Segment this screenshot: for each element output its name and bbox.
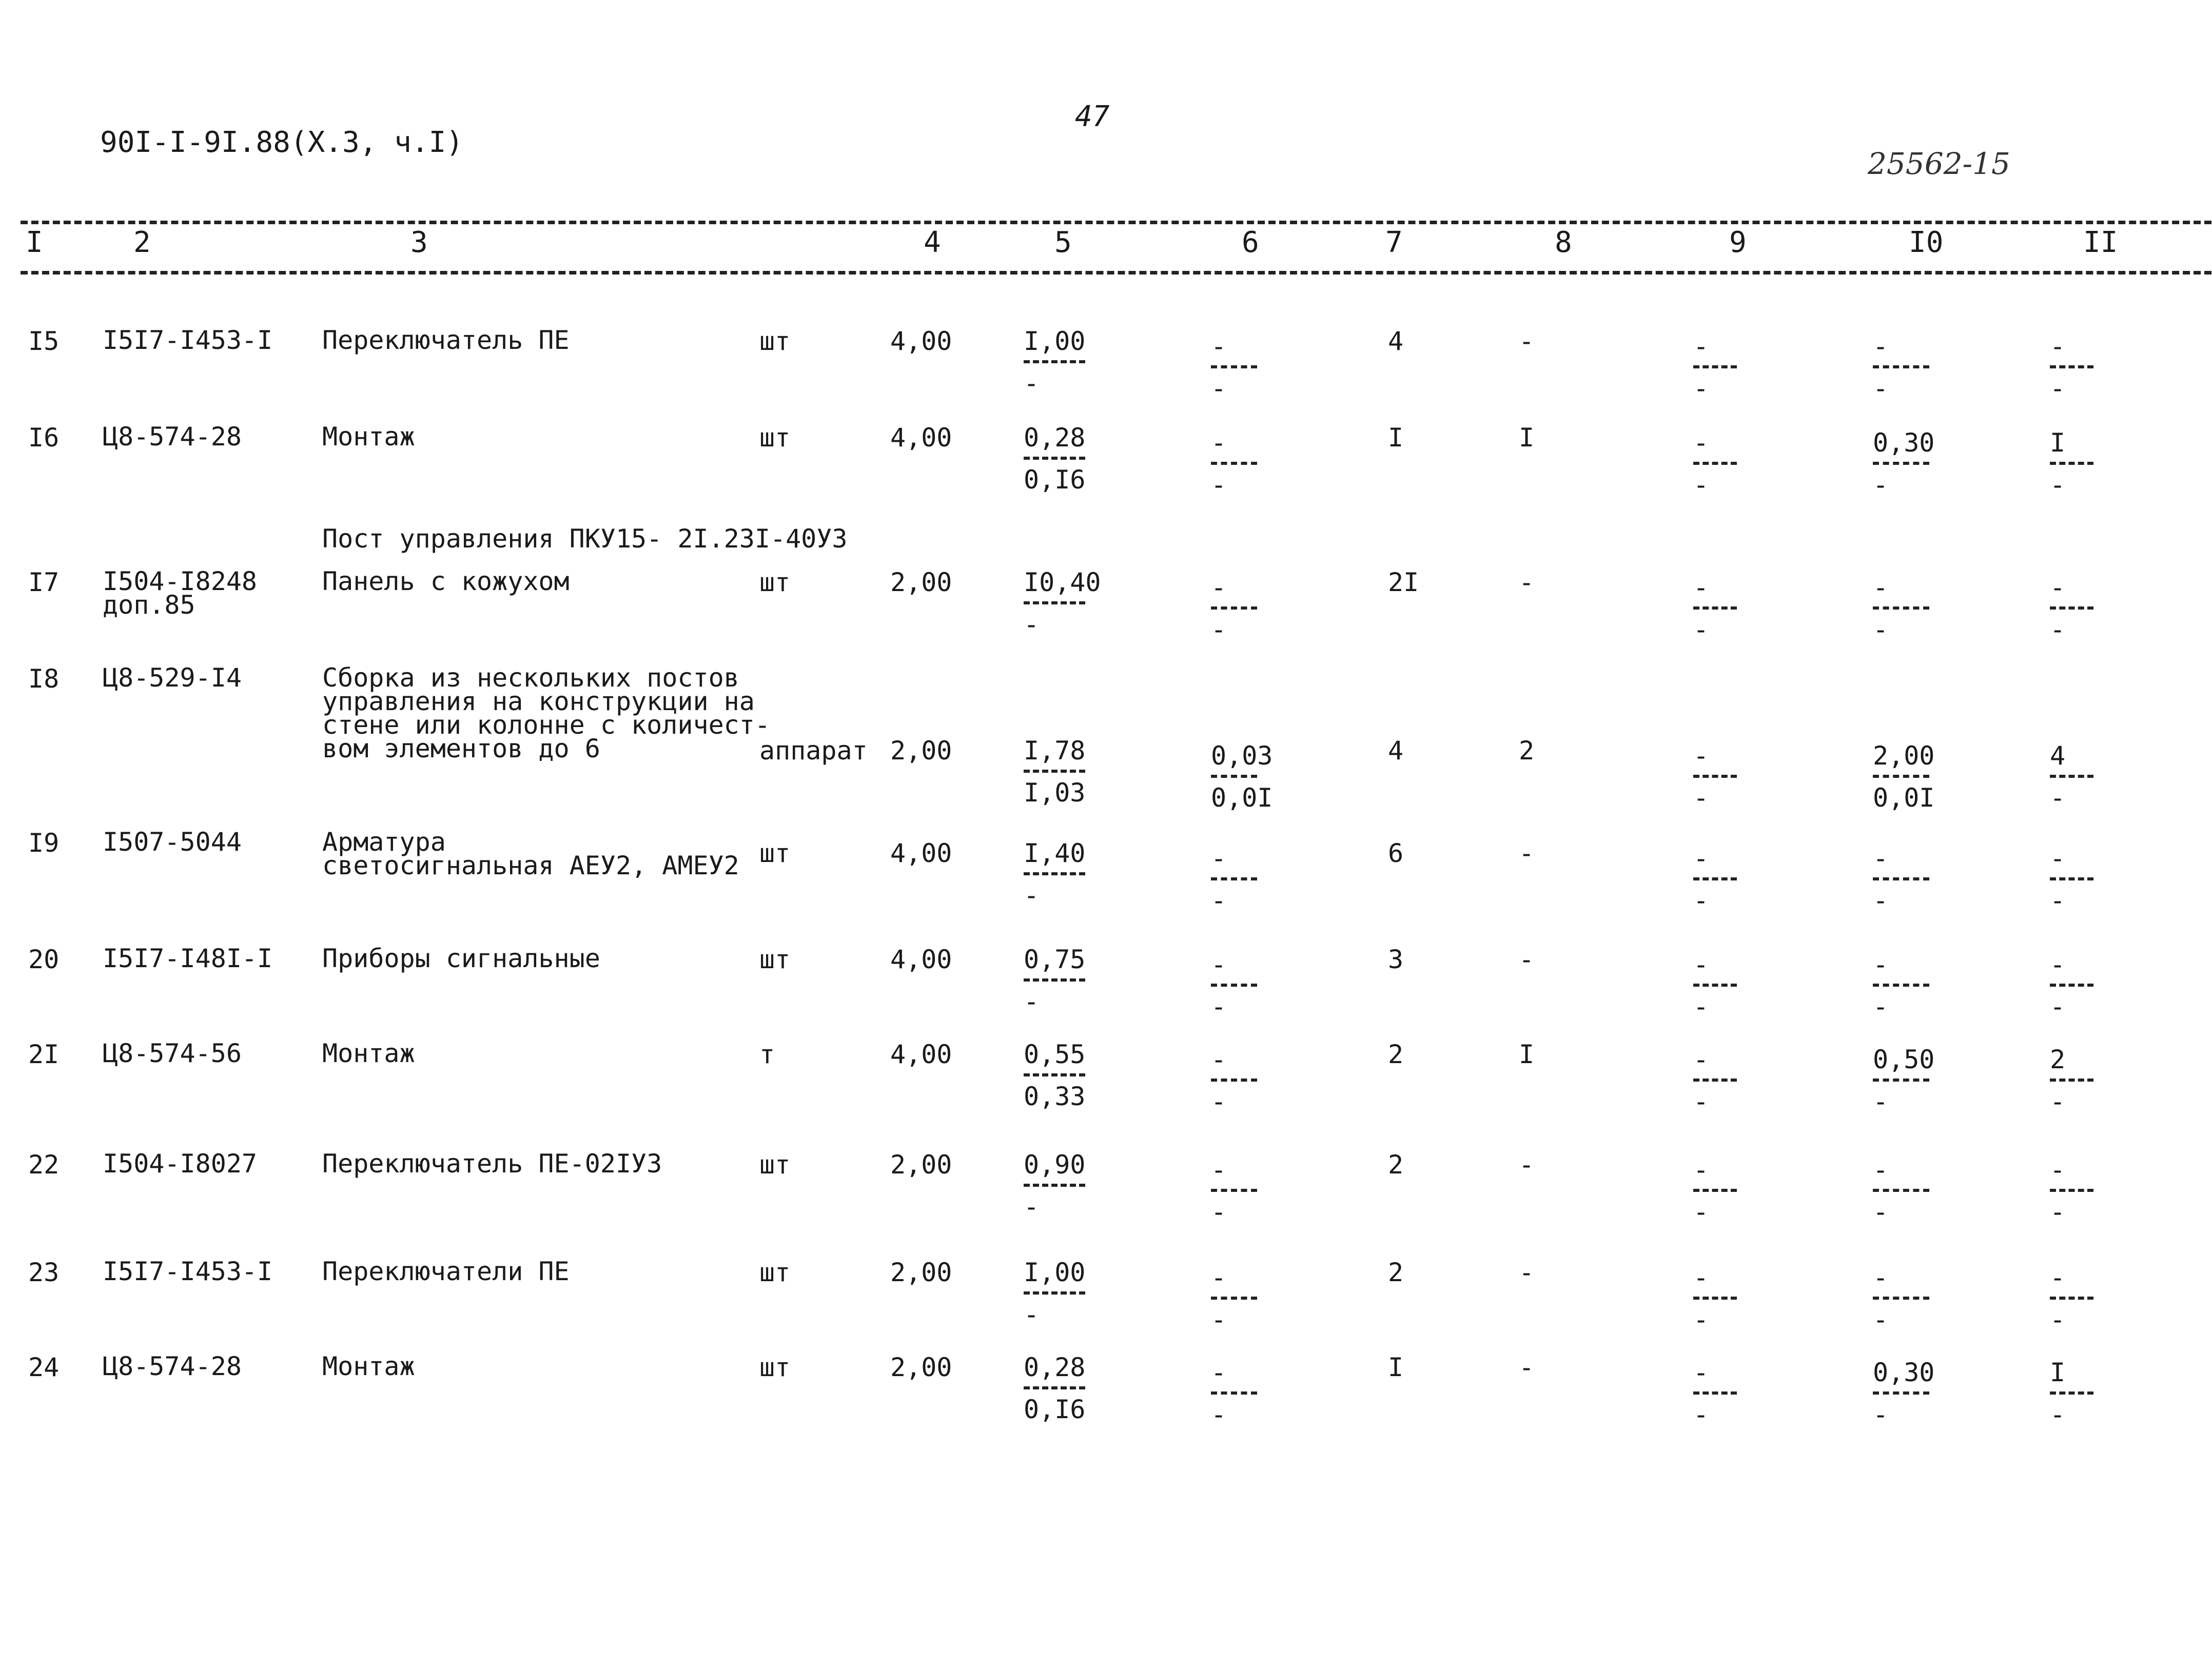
col-10-value-denominator: - bbox=[1873, 1400, 1889, 1429]
col-6-value-fraction-bar bbox=[1211, 1079, 1257, 1082]
col-5-value bbox=[1024, 328, 1085, 396]
col-8-value: - bbox=[1519, 1353, 1535, 1382]
col-10-value bbox=[1873, 743, 1934, 811]
col-9-value bbox=[1693, 430, 1737, 498]
col-9-value bbox=[1693, 952, 1737, 1020]
col-5-value-fraction-bar bbox=[1024, 360, 1085, 363]
unit: шт bbox=[759, 326, 791, 356]
col-5-value bbox=[1024, 1355, 1085, 1422]
item-code: I5I7-I453-I bbox=[103, 325, 273, 355]
col-7-value: 3 bbox=[1388, 945, 1404, 974]
item-code: I5I7-I453-I bbox=[103, 1257, 273, 1286]
col-8-value: - bbox=[1519, 1150, 1535, 1180]
col-5-value-fraction-bar bbox=[1024, 1291, 1085, 1295]
quantity: 2,00 bbox=[890, 1258, 952, 1287]
col-9-value bbox=[1693, 575, 1737, 642]
col-6-value-denominator: - bbox=[1211, 1087, 1227, 1116]
col-6-value-denominator: - bbox=[1211, 1400, 1227, 1429]
col-9-value bbox=[1693, 846, 1737, 913]
col-10-value-numerator: 0,30 bbox=[1873, 428, 1935, 458]
col-11-value bbox=[2050, 575, 2093, 642]
col-10-value-numerator: - bbox=[1873, 844, 1889, 873]
col-6-value-numerator: - bbox=[1211, 1263, 1227, 1292]
col-9-value-fraction-bar bbox=[1693, 462, 1737, 465]
col-10-value-fraction-bar bbox=[1873, 606, 1929, 610]
col-8-value: - bbox=[1519, 567, 1535, 597]
col-11-value-fraction-bar bbox=[2050, 606, 2093, 610]
col-5-value bbox=[1024, 1152, 1085, 1220]
col-11-value-fraction-bar bbox=[2050, 877, 2093, 880]
col-6-value-fraction-bar bbox=[1211, 365, 1257, 368]
col-11-value bbox=[2050, 1360, 2093, 1427]
col-11-value-numerator: - bbox=[2050, 844, 2066, 873]
column-header-3: 3 bbox=[410, 226, 428, 259]
col-6-value-fraction-bar bbox=[1211, 984, 1257, 987]
col-6-value bbox=[1211, 1360, 1257, 1427]
col-11-value-numerator: 4 bbox=[2050, 741, 2066, 771]
col-6-value-fraction-bar bbox=[1211, 775, 1257, 778]
col-10-value bbox=[1873, 952, 1929, 1020]
col-9-value-denominator: - bbox=[1693, 783, 1709, 813]
col-9-value bbox=[1693, 1360, 1737, 1427]
col-6-value-fraction-bar bbox=[1211, 1189, 1257, 1192]
col-10-value-numerator: - bbox=[1873, 1263, 1889, 1292]
col-7-value: I bbox=[1388, 423, 1404, 453]
col-9-value-fraction-bar bbox=[1693, 775, 1737, 778]
col-10-value bbox=[1873, 1263, 1929, 1335]
item-description: Арматура светосигнальная АЕУ2, АМЕУ2 bbox=[322, 827, 739, 880]
quantity: 4,00 bbox=[890, 945, 952, 974]
col-11-value bbox=[2050, 952, 2093, 1020]
col-6-value-numerator: - bbox=[1211, 331, 1227, 361]
column-header-11: II bbox=[2083, 226, 2118, 259]
col-11-value-fraction-bar bbox=[2050, 462, 2093, 465]
col-5-value-fraction-bar bbox=[1024, 1386, 1085, 1389]
col-10-value-fraction-bar bbox=[1873, 1189, 1929, 1192]
unit: шт bbox=[759, 838, 791, 868]
col-11-value-numerator: - bbox=[2050, 1263, 2066, 1292]
col-5-value-fraction-bar bbox=[1024, 978, 1085, 982]
col-6-value-fraction-bar bbox=[1211, 1391, 1257, 1395]
col-6-value-numerator: - bbox=[1211, 1155, 1227, 1185]
col-9-value-fraction-bar bbox=[1693, 1079, 1737, 1082]
unit: шт bbox=[759, 423, 791, 453]
col-10-value bbox=[1873, 1047, 1934, 1114]
col-5-value bbox=[1024, 840, 1085, 908]
row-number: 22 bbox=[28, 1150, 60, 1180]
col-5-value-denominator: - bbox=[1024, 987, 1040, 1016]
col-6-value-fraction-bar bbox=[1211, 1297, 1257, 1300]
col-7-value: 2I bbox=[1388, 567, 1419, 597]
col-7-value: 6 bbox=[1388, 838, 1404, 868]
col-5-value-numerator: 0,75 bbox=[1024, 945, 1086, 974]
item-code: Ц8-529-I4 bbox=[103, 663, 242, 693]
item-description: Приборы сигнальные bbox=[322, 944, 600, 973]
col-8-value: I bbox=[1519, 1040, 1535, 1069]
column-header-5: 5 bbox=[1054, 226, 1072, 259]
quantity: 2,00 bbox=[890, 1150, 952, 1180]
col-6-value bbox=[1211, 1263, 1257, 1335]
row-number: I6 bbox=[28, 423, 60, 453]
col-9-value bbox=[1693, 1157, 1737, 1225]
col-11-value-denominator: - bbox=[2050, 470, 2066, 500]
col-10-value-denominator: - bbox=[1873, 374, 1889, 403]
col-11-value-denominator: - bbox=[2050, 886, 2066, 915]
col-7-value: 2 bbox=[1388, 1258, 1404, 1287]
col-5-value-denominator: - bbox=[1024, 880, 1040, 910]
item-code: I507-5044 bbox=[103, 827, 242, 857]
quantity: 2,00 bbox=[890, 567, 952, 597]
col-6-value bbox=[1211, 331, 1257, 403]
quantity: 4,00 bbox=[890, 326, 952, 356]
col-11-value-denominator: - bbox=[2050, 1197, 2066, 1227]
quantity: 4,00 bbox=[890, 1040, 952, 1069]
col-9-value bbox=[1693, 1047, 1737, 1114]
col-6-value bbox=[1211, 430, 1257, 498]
col-9-value-numerator: - bbox=[1693, 741, 1709, 771]
column-header-2: 2 bbox=[133, 226, 151, 259]
col-11-value bbox=[2050, 743, 2093, 811]
item-code: Ц8-574-28 bbox=[103, 1351, 242, 1381]
col-9-value-numerator: - bbox=[1693, 331, 1709, 361]
col-9-value-numerator: - bbox=[1693, 1358, 1709, 1387]
col-11-value-fraction-bar bbox=[2050, 1297, 2093, 1300]
col-9-value-denominator: - bbox=[1693, 1087, 1709, 1116]
col-9-value-numerator: - bbox=[1693, 428, 1709, 458]
col-9-value-fraction-bar bbox=[1693, 877, 1737, 880]
item-code: Ц8-574-28 bbox=[103, 422, 242, 452]
col-6-value-numerator: - bbox=[1211, 428, 1227, 458]
col-5-value-numerator: I,00 bbox=[1024, 326, 1086, 356]
col-5-value-denominator: - bbox=[1024, 610, 1040, 639]
col-9-value-numerator: - bbox=[1693, 1045, 1709, 1074]
col-11-value-fraction-bar bbox=[2050, 365, 2093, 368]
row-number: I8 bbox=[28, 664, 60, 694]
col-11-value-fraction-bar bbox=[2050, 984, 2093, 987]
unit: шт bbox=[759, 567, 791, 597]
col-8-value: - bbox=[1519, 1258, 1535, 1287]
col-5-value-denominator: 0,I6 bbox=[1024, 465, 1086, 495]
col-6-value bbox=[1211, 1047, 1257, 1114]
row-number: 20 bbox=[28, 945, 60, 974]
col-11-value-fraction-bar bbox=[2050, 775, 2093, 778]
col-7-value: I bbox=[1388, 1353, 1404, 1382]
col-8-value: - bbox=[1519, 945, 1535, 974]
col-5-value-numerator: I0,40 bbox=[1024, 567, 1101, 597]
col-9-value bbox=[1693, 331, 1737, 403]
quantity: 2,00 bbox=[890, 1353, 952, 1382]
col-11-value bbox=[2050, 1157, 2093, 1225]
col-10-value-denominator: - bbox=[1873, 1305, 1889, 1335]
col-10-value-numerator: - bbox=[1873, 950, 1889, 979]
col-11-value-numerator: 2 bbox=[2050, 1045, 2066, 1074]
unit: аппарат bbox=[759, 736, 868, 766]
col-10-value-numerator: - bbox=[1873, 331, 1889, 361]
col-11-value-denominator: - bbox=[2050, 1305, 2066, 1335]
col-5-value-fraction-bar bbox=[1024, 872, 1085, 875]
col-10-value-denominator: 0,0I bbox=[1873, 783, 1935, 813]
col-10-value-denominator: - bbox=[1873, 1197, 1889, 1227]
col-10-value bbox=[1873, 1157, 1929, 1225]
col-5-value-numerator: 0,28 bbox=[1024, 423, 1086, 453]
col-11-value-numerator: - bbox=[2050, 950, 2066, 979]
col-10-value-numerator: - bbox=[1873, 573, 1889, 602]
quantity: 2,00 bbox=[890, 736, 952, 766]
col-5-value-denominator: - bbox=[1024, 1300, 1040, 1329]
col-11-value-denominator: - bbox=[2050, 374, 2066, 403]
col-11-value bbox=[2050, 846, 2093, 913]
column-header-9: 9 bbox=[1729, 226, 1747, 259]
col-5-value bbox=[1024, 567, 1101, 639]
col-8-value: I bbox=[1519, 423, 1535, 453]
col-10-value-numerator: 0,30 bbox=[1873, 1358, 1935, 1387]
col-9-value bbox=[1693, 1263, 1737, 1335]
col-6-value-fraction-bar bbox=[1211, 462, 1257, 465]
col-5-value bbox=[1024, 1260, 1085, 1327]
item-code: I504-I8248 доп.85 bbox=[103, 566, 258, 620]
col-6-value bbox=[1211, 1157, 1257, 1225]
item-description: Панель с кожухом bbox=[322, 566, 570, 596]
col-8-value: - bbox=[1519, 838, 1535, 868]
col-5-value-denominator: 0,I6 bbox=[1024, 1395, 1086, 1424]
col-6-value bbox=[1211, 952, 1257, 1020]
unit: шт bbox=[759, 1150, 791, 1180]
col-5-value-fraction-bar bbox=[1024, 601, 1085, 604]
row-number: 24 bbox=[28, 1353, 60, 1382]
col-6-value-denominator: - bbox=[1211, 470, 1227, 500]
col-10-value-fraction-bar bbox=[1873, 462, 1929, 465]
col-9-value-numerator: - bbox=[1693, 1155, 1709, 1185]
col-5-value bbox=[1024, 1042, 1085, 1109]
col-9-value-denominator: - bbox=[1693, 992, 1709, 1022]
column-header-6: 6 bbox=[1242, 226, 1259, 259]
col-7-value: 4 bbox=[1388, 736, 1404, 766]
col-6-value bbox=[1211, 846, 1257, 913]
col-11-value bbox=[2050, 1263, 2093, 1335]
col-10-value-fraction-bar bbox=[1873, 775, 1929, 778]
col-11-value bbox=[2050, 430, 2093, 498]
col-11-value bbox=[2050, 331, 2093, 403]
col-9-value-fraction-bar bbox=[1693, 1297, 1737, 1300]
unit: шт bbox=[759, 1353, 791, 1382]
col-9-value-denominator: - bbox=[1693, 1305, 1709, 1335]
row-number: I5 bbox=[28, 326, 60, 356]
col-10-value-denominator: - bbox=[1873, 1087, 1889, 1116]
col-10-value-fraction-bar bbox=[1873, 1297, 1929, 1300]
col-7-value: 4 bbox=[1388, 326, 1404, 356]
item-description: Монтаж bbox=[322, 1351, 415, 1381]
col-10-value bbox=[1873, 430, 1934, 498]
col-5-value-numerator: 0,55 bbox=[1024, 1040, 1086, 1069]
col-11-value-denominator: - bbox=[2050, 1400, 2066, 1429]
col-11-value-denominator: - bbox=[2050, 1087, 2066, 1116]
unit: шт bbox=[759, 945, 791, 974]
col-5-value-numerator: I,00 bbox=[1024, 1258, 1086, 1287]
col-11-value-fraction-bar bbox=[2050, 1189, 2093, 1192]
col-5-value-numerator: I,40 bbox=[1024, 838, 1086, 868]
col-5-value-denominator: - bbox=[1024, 1192, 1040, 1222]
col-6-value-denominator: - bbox=[1211, 1197, 1227, 1227]
col-9-value-fraction-bar bbox=[1693, 365, 1737, 368]
column-header-7: 7 bbox=[1385, 226, 1403, 259]
col-11-value-numerator: - bbox=[2050, 331, 2066, 361]
section-title: Пост управления ПКУ15- 2I.23I-40У3 bbox=[322, 524, 848, 554]
col-6-value-denominator: 0,0I bbox=[1211, 783, 1273, 813]
unit: шт bbox=[759, 1258, 791, 1287]
col-9-value-fraction-bar bbox=[1693, 1189, 1737, 1192]
col-10-value-numerator: 0,50 bbox=[1873, 1045, 1935, 1074]
col-6-value-fraction-bar bbox=[1211, 877, 1257, 880]
row-number: I9 bbox=[28, 828, 60, 858]
col-9-value-denominator: - bbox=[1693, 374, 1709, 403]
col-10-value-denominator: - bbox=[1873, 886, 1889, 915]
col-10-value-fraction-bar bbox=[1873, 877, 1929, 880]
col-10-value bbox=[1873, 1360, 1934, 1427]
col-9-value-numerator: - bbox=[1693, 1263, 1709, 1292]
col-7-value: 2 bbox=[1388, 1040, 1404, 1069]
item-code: Ц8-574-56 bbox=[103, 1038, 242, 1068]
item-description: Переключатель ПЕ bbox=[322, 325, 570, 355]
col-10-value-denominator: - bbox=[1873, 992, 1889, 1022]
col-11-value-denominator: - bbox=[2050, 783, 2066, 813]
item-code: I5I7-I48I-I bbox=[103, 944, 273, 973]
page-number: 47 bbox=[1075, 100, 1110, 133]
col-11-value-numerator: - bbox=[2050, 1155, 2066, 1185]
col-9-value-denominator: - bbox=[1693, 886, 1709, 915]
col-11-value-numerator: - bbox=[2050, 573, 2066, 602]
column-header-4: 4 bbox=[924, 226, 941, 259]
header-rule-top bbox=[21, 221, 2211, 224]
col-6-value-fraction-bar bbox=[1211, 606, 1257, 610]
col-11-value-numerator: I bbox=[2050, 428, 2066, 458]
col-9-value-denominator: - bbox=[1693, 615, 1709, 644]
col-8-value: - bbox=[1519, 326, 1535, 356]
col-10-value-denominator: - bbox=[1873, 470, 1889, 500]
col-9-value-fraction-bar bbox=[1693, 1391, 1737, 1395]
col-6-value-denominator: - bbox=[1211, 1305, 1227, 1335]
col-10-value bbox=[1873, 846, 1929, 913]
document-code: 90I-I-9I.88(X.3, ч.I) bbox=[100, 126, 464, 159]
quantity: 4,00 bbox=[890, 423, 952, 453]
col-6-value-numerator: - bbox=[1211, 844, 1227, 873]
col-5-value-fraction-bar bbox=[1024, 770, 1085, 773]
col-9-value-numerator: - bbox=[1693, 573, 1709, 602]
col-6-value bbox=[1211, 575, 1257, 642]
unit: т bbox=[759, 1040, 775, 1069]
item-description: Монтаж bbox=[322, 422, 415, 452]
col-9-value-fraction-bar bbox=[1693, 984, 1737, 987]
col-6-value-numerator: - bbox=[1211, 950, 1227, 979]
col-10-value-numerator: - bbox=[1873, 1155, 1889, 1185]
col-5-value-numerator: 0,90 bbox=[1024, 1150, 1086, 1180]
row-number: I7 bbox=[28, 567, 60, 597]
col-10-value bbox=[1873, 331, 1929, 403]
col-5-value bbox=[1024, 425, 1085, 493]
col-11-value-fraction-bar bbox=[2050, 1079, 2093, 1082]
col-5-value-fraction-bar bbox=[1024, 1184, 1085, 1187]
col-10-value-fraction-bar bbox=[1873, 1079, 1929, 1082]
col-5-value-denominator: I,03 bbox=[1024, 778, 1086, 808]
col-5-value-denominator: 0,33 bbox=[1024, 1082, 1086, 1111]
col-10-value-denominator: - bbox=[1873, 615, 1889, 644]
col-6-value-denominator: - bbox=[1211, 615, 1227, 644]
row-number: 2I bbox=[28, 1040, 60, 1069]
col-6-value-numerator: 0,03 bbox=[1211, 741, 1273, 771]
col-10-value-fraction-bar bbox=[1873, 984, 1929, 987]
col-6-value-denominator: - bbox=[1211, 992, 1227, 1022]
col-5-value-fraction-bar bbox=[1024, 1073, 1085, 1076]
column-header-8: 8 bbox=[1555, 226, 1572, 259]
registration-stamp: 25562-15 bbox=[1868, 146, 2010, 181]
col-11-value-numerator: I bbox=[2050, 1358, 2066, 1387]
col-5-value-fraction-bar bbox=[1024, 457, 1085, 460]
col-9-value-numerator: - bbox=[1693, 844, 1709, 873]
item-description: Переключатель ПЕ-02IУ3 bbox=[322, 1149, 662, 1179]
col-6-value-numerator: - bbox=[1211, 1045, 1227, 1074]
col-9-value-fraction-bar bbox=[1693, 606, 1737, 610]
col-5-value-numerator: 0,28 bbox=[1024, 1353, 1086, 1382]
header-rule-bottom bbox=[21, 271, 2211, 275]
col-10-value-numerator: 2,00 bbox=[1873, 741, 1935, 771]
col-5-value-denominator: - bbox=[1024, 368, 1040, 398]
col-5-value bbox=[1024, 738, 1085, 806]
item-description: Переключатели ПЕ bbox=[322, 1257, 570, 1286]
column-header-10: I0 bbox=[1909, 226, 1944, 259]
col-11-value-denominator: - bbox=[2050, 615, 2066, 644]
col-9-value-numerator: - bbox=[1693, 950, 1709, 979]
col-5-value bbox=[1024, 947, 1085, 1014]
col-5-value-numerator: I,78 bbox=[1024, 736, 1086, 766]
col-11-value-denominator: - bbox=[2050, 992, 2066, 1022]
column-header-1: I bbox=[26, 226, 43, 259]
quantity: 4,00 bbox=[890, 838, 952, 868]
col-9-value bbox=[1693, 743, 1737, 811]
col-6-value-denominator: - bbox=[1211, 374, 1227, 403]
item-description: Сборка из нескольких постов управления на конструкции на стене или колонне с количест- вом элементов до 6 bbox=[322, 663, 770, 763]
row-number: 23 bbox=[28, 1258, 60, 1287]
col-9-value-denominator: - bbox=[1693, 470, 1709, 500]
col-6-value-denominator: - bbox=[1211, 886, 1227, 915]
col-11-value-fraction-bar bbox=[2050, 1391, 2093, 1395]
col-9-value-denominator: - bbox=[1693, 1400, 1709, 1429]
col-6-value bbox=[1211, 743, 1273, 811]
col-10-value bbox=[1873, 575, 1929, 642]
col-10-value-fraction-bar bbox=[1873, 1391, 1929, 1395]
col-11-value bbox=[2050, 1047, 2093, 1114]
col-7-value: 2 bbox=[1388, 1150, 1404, 1180]
item-code: I504-I8027 bbox=[103, 1149, 258, 1179]
col-6-value-numerator: - bbox=[1211, 1358, 1227, 1387]
item-description: Монтаж bbox=[322, 1038, 415, 1068]
col-8-value: 2 bbox=[1519, 736, 1535, 766]
col-10-value-fraction-bar bbox=[1873, 365, 1929, 368]
col-9-value-denominator: - bbox=[1693, 1197, 1709, 1227]
col-6-value-numerator: - bbox=[1211, 573, 1227, 602]
